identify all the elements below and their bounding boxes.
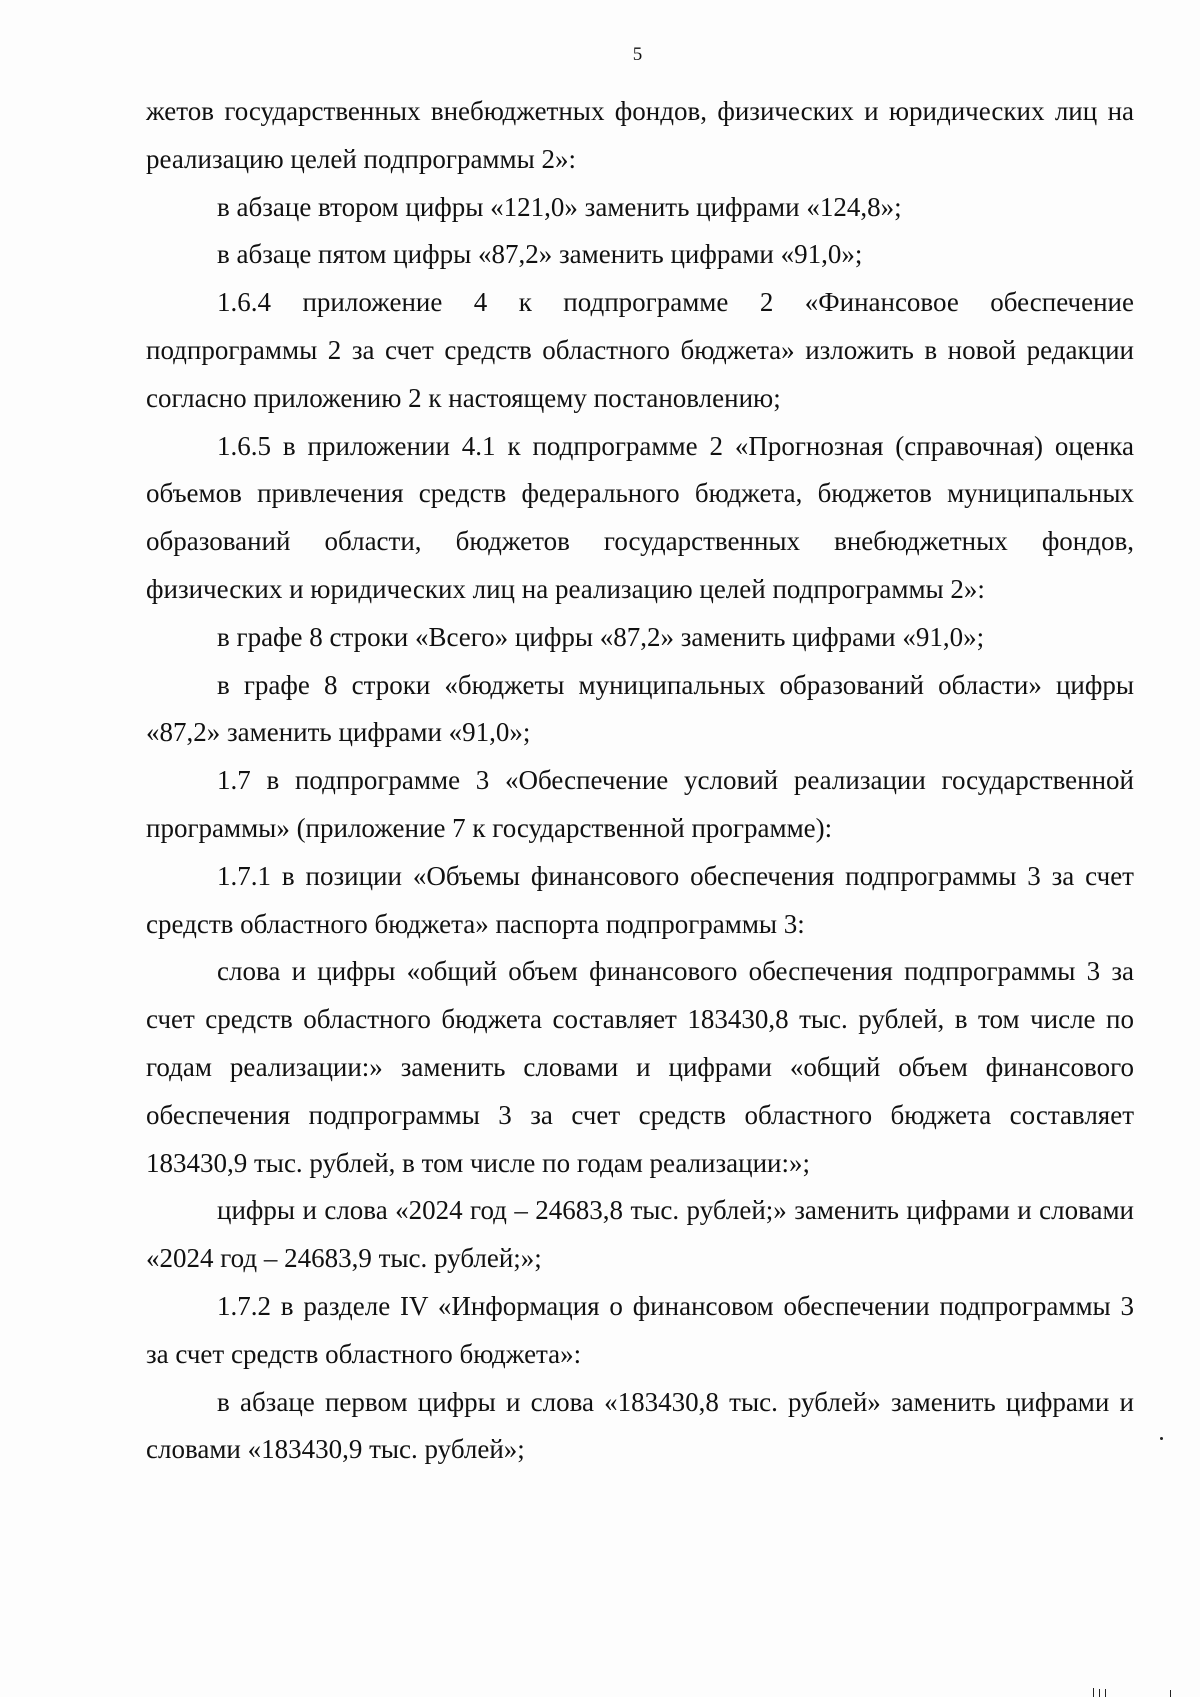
paragraph: в графе 8 строки «бюджеты муниципальных образований области» цифры «87,2» заменить цифрами «91,0»; bbox=[146, 669, 1134, 748]
page-number: 5 bbox=[632, 44, 643, 65]
scan-tick bbox=[1099, 1689, 1100, 1697]
paragraph-item-1-7-1: 1.7.1 в позиции «Объемы финансового обеспечения подпрограммы 3 за счет средств областного бюджета» паспорта подпрограммы 3: bbox=[146, 860, 1134, 939]
paragraph: в графе 8 строки «Всего» цифры «87,2» заменить цифрами «91,0»; bbox=[217, 621, 985, 652]
paragraph-item-1-6-5: 1.6.5 в приложении 4.1 к подпрограмме 2 «Прогнозная (справочная) оценка объемов привлечения средств федерального бюджета, бюджетов муниципальных образований области, бюджетов государственных внебюджетных фондов, физических и юридических лиц на реализацию целей подпрограммы 2»: bbox=[146, 430, 1134, 604]
scan-tick bbox=[1105, 1689, 1106, 1697]
scan-tick bbox=[1093, 1688, 1094, 1697]
paragraph-continuation: жетов государственных внебюджетных фондов, физических и юридических лиц на реализацию целей подпрограммы 2»: bbox=[146, 96, 1134, 174]
paragraph: в абзаце пятом цифры «87,2» заменить цифрами «91,0»; bbox=[217, 239, 863, 270]
paragraph: цифры и слова «2024 год – 24683,8 тыс. рублей;» заменить цифрами и словами «2024 год – 24683,9 тыс. рублей;»; bbox=[146, 1195, 1134, 1274]
paragraph: слова и цифры «общий объем финансового обеспечения подпрограммы 3 за счет средств областного бюджета составляет 183430,8 тыс. рублей, в том числе по годам реализации:» заменить словами и цифрами «общий объем финансового обеспечения подпрограммы 3 за счет средств областного бюджета составляет 183430,9 тыс. рублей, в том числе по годам реализации:»; bbox=[146, 956, 1134, 1178]
paragraph: в абзаце втором цифры «121,0» заменить цифрами «124,8»; bbox=[217, 191, 902, 222]
scan-tick bbox=[1170, 1690, 1171, 1697]
paragraph: в абзаце первом цифры и слова «183430,8 тыс. рублей» заменить цифрами и словами «183430,9 тыс. рублей»; bbox=[146, 1386, 1134, 1465]
scan-dot bbox=[1160, 1437, 1163, 1440]
paragraph-item-1-7-2: 1.7.2 в разделе IV «Информация о финансовом обеспечении подпрограммы 3 за счет средств областного бюджета»: bbox=[146, 1290, 1134, 1369]
paragraph-item-1-7: 1.7 в подпрограмме 3 «Обеспечение условий реализации государственной программы» (приложение 7 к государственной программе): bbox=[146, 765, 1134, 843]
paragraph-item-1-6-4: 1.6.4 приложение 4 к подпрограмме 2 «Финансовое обеспечение подпрограммы 2 за счет средств областного бюджета» изложить в новой редакции согласно приложению 2 к настоящему постановлению; bbox=[146, 287, 1134, 413]
document-body bbox=[146, 88, 1134, 1474]
